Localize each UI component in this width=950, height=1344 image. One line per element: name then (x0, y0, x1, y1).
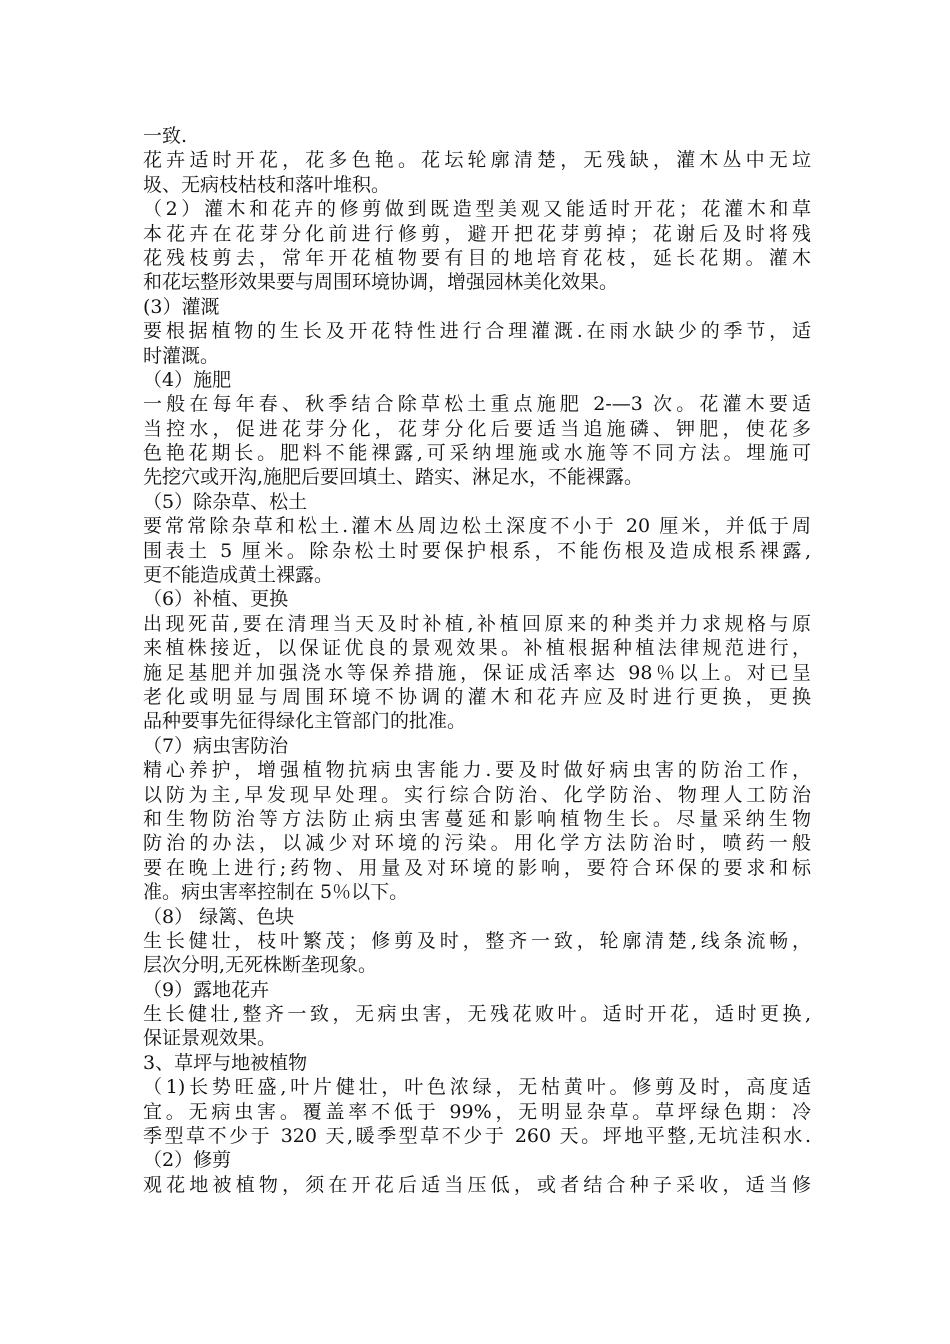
section-heading: （6）补植、更换 (143, 588, 289, 611)
text-line: 施足基肥并加强浇水等保养措施，保证成活率达 98％以上。对已呈 (143, 661, 811, 684)
text-line: （1)长势旺盛,叶片健壮，叶色浓绿，无枯黄叶。修剪及时，高度适 (143, 1076, 811, 1099)
section-heading: （7）病虫害防治 (143, 734, 289, 757)
text-line: 防治的办法，以减少对环境的污染。用化学方法防治时，喷药一般 (143, 832, 811, 855)
text-line: 观花地被植物，须在开花后适当压低，或者结合种子采收，适当修 (143, 1173, 811, 1196)
text-line: 老化或明显与周围环境不协调的灌木和花卉应及时进行更换，更换 (143, 685, 811, 708)
text-line: 要在晚上进行;药物、用量及对环境的影响，要符合环保的要求和标 (143, 856, 811, 879)
section-heading: （2）修剪 (143, 1149, 232, 1172)
text-line: （2）灌木和花卉的修剪做到既造型美观又能适时开花；花灌木和草 (143, 198, 811, 221)
text-line: 层次分明,无死株断垄现象。 (143, 954, 378, 977)
text-line: 圾、无病枝枯枝和落叶堆积。 (143, 173, 391, 196)
section-heading: （8） 绿篱、色块 (143, 905, 295, 928)
text-line: 准。病虫害率控制在 5％以下。 (143, 881, 409, 904)
text-line: 本花卉在花芽分化前进行修剪，避开把花芽剪掉；花谢后及时将残 (143, 222, 811, 245)
section-heading: 3、草坪与地被植物 (143, 1051, 308, 1074)
text-line: 精心养护，增强植物抗病虫害能力.要及时做好病虫害的防治工作， (143, 759, 811, 782)
text-line: 花残枝剪去，常年开花植物要有目的地培育花枝，延长花期。灌木 (143, 246, 811, 269)
text-line: 生长健壮,整齐一致，无病虫害，无残花败叶。适时开花，适时更换, (143, 1003, 811, 1026)
text-line: 更不能造成黄土裸露。 (143, 564, 334, 587)
text-line: 色艳花期长。肥料不能裸露,可采纳埋施或水施等不同方法。埋施可 (143, 442, 811, 465)
section-heading: (3）灌溉 (143, 295, 220, 318)
text-line: 一般在每年春、秋季结合除草松土重点施肥 2-—3 次。花灌木要适 (143, 393, 811, 416)
text-line: 和花坛整形效果要与周围环境协调，增强园林美化效果。 (143, 271, 619, 294)
text-line: 一致. (143, 125, 188, 147)
text-line: 来植株接近，以保证优良的景观效果。补植根据种植法律规范进行， (143, 637, 811, 660)
text-line: 以防为主,早发现早处理。实行综合防治、化学防治、物理人工防治 (143, 783, 811, 806)
section-heading: （9）露地花卉 (143, 978, 270, 1001)
section-heading: （5）除杂草、松土 (143, 490, 308, 513)
text-line: 先挖穴或开沟,施肥后要回填土、踏实、淋足水，不能裸露。 (143, 466, 644, 489)
section-heading: （4）施肥 (143, 368, 232, 391)
text-line: 时灌溉。 (143, 344, 220, 367)
text-line: 季型草不少于 320 天,暖季型草不少于 260 天。坪地平整,无坑洼积水. (143, 1125, 811, 1148)
text-line: 保证景观效果。 (143, 1027, 277, 1050)
text-line: 围表土 5 厘米。除杂松土时要保护根系，不能伤根及造成根系裸露, (143, 539, 811, 562)
text-line: 要根据植物的生长及开花特性进行合理灌溉.在雨水缺少的季节，适 (143, 320, 811, 343)
text-line: 要常常除杂草和松土.灌木丛周边松土深度不小于 20 厘米，并低于周 (143, 515, 811, 538)
text-line: 出现死苗,要在清理当天及时补植,补植回原来的种类并力求规格与原 (143, 612, 811, 635)
text-line: 和生物防治等方法防止病虫害蔓延和影响植物生长。尽量采纳生物 (143, 807, 811, 830)
document-page (143, 124, 811, 1197)
text-line: 花卉适时开花，花多色艳。花坛轮廓清楚，无残缺，灌木丛中无垃 (143, 149, 811, 172)
text-line: 宜。无病虫害。覆盖率不低于 99%，无明显杂草。草坪绿色期：冷 (143, 1100, 811, 1123)
text-line: 生长健壮，枝叶繁茂；修剪及时，整齐一致，轮廓清楚,线条流畅， (143, 929, 811, 952)
text-line: 当控水，促进花芽分化，花芽分化后要适当追施磷、钾肥，使花多 (143, 417, 811, 440)
text-line: 品种要事先征得绿化主管部门的批准。 (143, 710, 467, 733)
